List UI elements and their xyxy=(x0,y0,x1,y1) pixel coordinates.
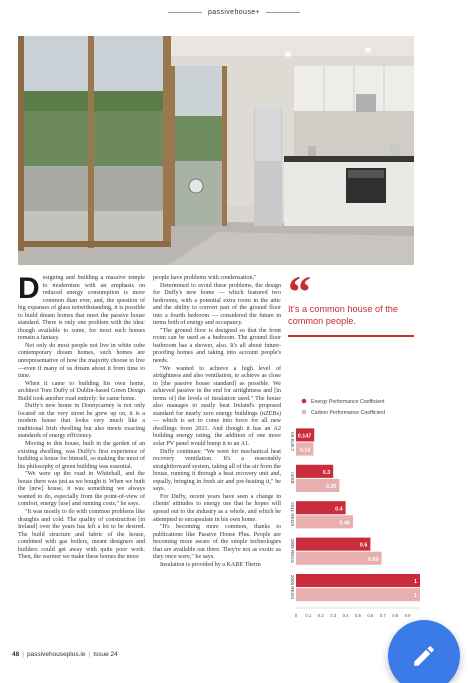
x-tick-label: 0.2 xyxy=(317,613,324,618)
category-label: 2011 REGS xyxy=(290,502,295,527)
x-tick-label: 0.9 xyxy=(404,613,411,618)
footer-issue: Issue 24 xyxy=(93,651,118,658)
energy-performance-chart xyxy=(282,390,422,630)
chart-canvas xyxy=(282,390,422,630)
article-column-2 xyxy=(153,275,281,569)
bar xyxy=(296,574,420,587)
x-tick-label: 0.7 xyxy=(379,613,386,618)
paragraph: "We wanted to achieve a high level of airtightness and also ventilation, to achieve as close to [the passive house standard] as possible. We achieved passive in the end for airtightness and [in terms of] the levels of insulation used." The house also manages to easily beat Ireland's proposed standard for nearly zero energy buildings (nZEBs) — which is set to come into force for all new dwellings from 2021. And though it has an A2 building energy rating, the addition of one more solar PV panel would bump it to an A1. xyxy=(153,365,281,448)
footer-site: passivehouseplus.ie xyxy=(26,651,86,658)
category-label: nZEB xyxy=(290,472,295,484)
x-tick-label: 0.1 xyxy=(305,613,312,618)
bar xyxy=(296,588,420,601)
data-label: 0.35 xyxy=(325,484,337,491)
data-label: 0.4 xyxy=(335,506,343,513)
category-label: 2005 REGS xyxy=(290,574,295,600)
running-header xyxy=(0,6,468,18)
x-tick-label: 0.5 xyxy=(355,613,361,618)
category-label: 2008 REGS xyxy=(290,538,295,563)
data-label: 0.6 xyxy=(359,542,368,549)
legend-swatch xyxy=(302,410,307,415)
paragraph: Duffy continues: "We went for mechanical heat recovery ventilation. It's a reasonably straightforward system, taking all of the air from the house, running it through a heat recovery unit and, equally, bringing in fresh air and pre-heating it," he says. xyxy=(153,448,281,493)
pull-quote-rule xyxy=(288,335,414,337)
x-tick-label: 0.3 xyxy=(330,613,337,618)
paragraph: "It's becoming more common, thanks to publications like Passive House Plus. People are becoming more aware of the simple technologies that are available out there. They're not as exotic as they once were," he says. xyxy=(153,524,281,561)
x-tick-label: 0.4 xyxy=(342,613,349,618)
data-label: 0.69 xyxy=(368,556,379,563)
footer-separator: | xyxy=(22,651,24,658)
pull-quote-text: It's a common house of the common people. xyxy=(288,304,399,326)
data-label: 1 xyxy=(414,593,417,600)
legend-swatch xyxy=(302,399,307,404)
x-tick-label: 0.8 xyxy=(392,613,399,618)
data-label: 0.147 xyxy=(297,433,312,440)
pull-quote xyxy=(288,275,416,337)
paragraph: Determined to avoid these problems, the design for Duffy's new home — which featured two bedrooms, with a potential extra room in the attic and the ability to convert part of the ground floor into a fourth bedroom — considered the future in terms both of energy and occupancy. xyxy=(153,282,281,327)
article-column-1 xyxy=(18,272,145,562)
header-rule-right xyxy=(266,12,300,13)
legend-label: Energy Performance Coefficient xyxy=(311,399,385,405)
paragraph: Designing and building a massive temple to modernism with an emphasis on reduced energy consumption is more common than ever, and, the question of big expanses of glass notwithstanding, it is possible to build dream homes that meet the passive house standard. There is only one problem with the idea: though available to some, for most such homes remain a fantasy. xyxy=(18,272,145,342)
paragraph: people have problems with condensation." xyxy=(153,275,257,281)
paragraph: "We were up the road in Whitehall, and the house there was just as we bought it. When we built the [new] house, it was something we always wanted to do, especially from the point-of-view of comfort, energy [use] and running costs," he says. xyxy=(18,471,145,508)
data-label: 1 xyxy=(414,579,417,586)
category-label: A6 BUILT xyxy=(290,431,295,452)
data-label: 0.46 xyxy=(339,520,351,527)
paragraph: When it came to building his own home, architect Tom Duffy of Dublin-based Green Design Build took another road entirely: he came home. xyxy=(18,380,145,402)
paragraph: Duffy's new home in Donnycarney is not only located on the very street he grew up on, it is a modern house that looks very much like a traditional Irish dwelling but also meets exacting standards of energy efficiency. xyxy=(18,403,145,440)
data-label: 0.3 xyxy=(322,469,331,476)
paragraph: "It was mostly to do with common problems like draughts and cold. The quality of construction [in Ireland] over the years has left a lot to be desired. The build structure and fabric of the house, combined with gas boilers, meant designers and builders could get away with quite poor work. Then, the warmer we make these homes the more xyxy=(18,508,145,561)
legend-label: Carbon Performance Coefficient xyxy=(311,410,386,416)
footer-separator: | xyxy=(88,651,91,658)
magazine-brand: passivehouse+ xyxy=(207,8,261,16)
x-tick-label: 0.6 xyxy=(367,613,374,618)
x-tick-label: 0 xyxy=(294,613,298,618)
dropcap: D xyxy=(18,272,40,305)
interior-photo xyxy=(18,36,414,265)
paragraph: For Duffy, recent years have seen a change in clients' attitudes to energy use that he hopes will spread out to the industry as a whole, and which he attempted to encapsulate in his own home. xyxy=(153,493,281,523)
header-rule-left xyxy=(168,12,202,13)
paragraph: "The ground floor is designed so that the front room can be used as a bedroom. The ground floor bathroom has a shower, also. It's all about future-proofing homes and taking into account people's needs. xyxy=(153,327,281,365)
paragraph: Insulation is provided by a KABE Therm xyxy=(160,561,261,568)
page-number: 48 xyxy=(12,651,20,658)
paragraph: Moving to this house, built in the garden of an existing dwelling, was Duffy's first experience of building a house for himself, so making the most of his philosophy of green building was essential. xyxy=(18,441,145,470)
data-label: 0.14 xyxy=(299,447,311,454)
paragraph: Not only do most people not live in white cube contemporary dream homes, such homes are unrepresentative of how the majority choose to live—even if many of us dream about it from time to time. xyxy=(18,342,145,380)
pencil-icon xyxy=(411,643,437,669)
page-footer xyxy=(12,651,118,658)
edit-fab-button[interactable] xyxy=(388,620,460,683)
quote-mark-icon: “ xyxy=(288,275,311,301)
